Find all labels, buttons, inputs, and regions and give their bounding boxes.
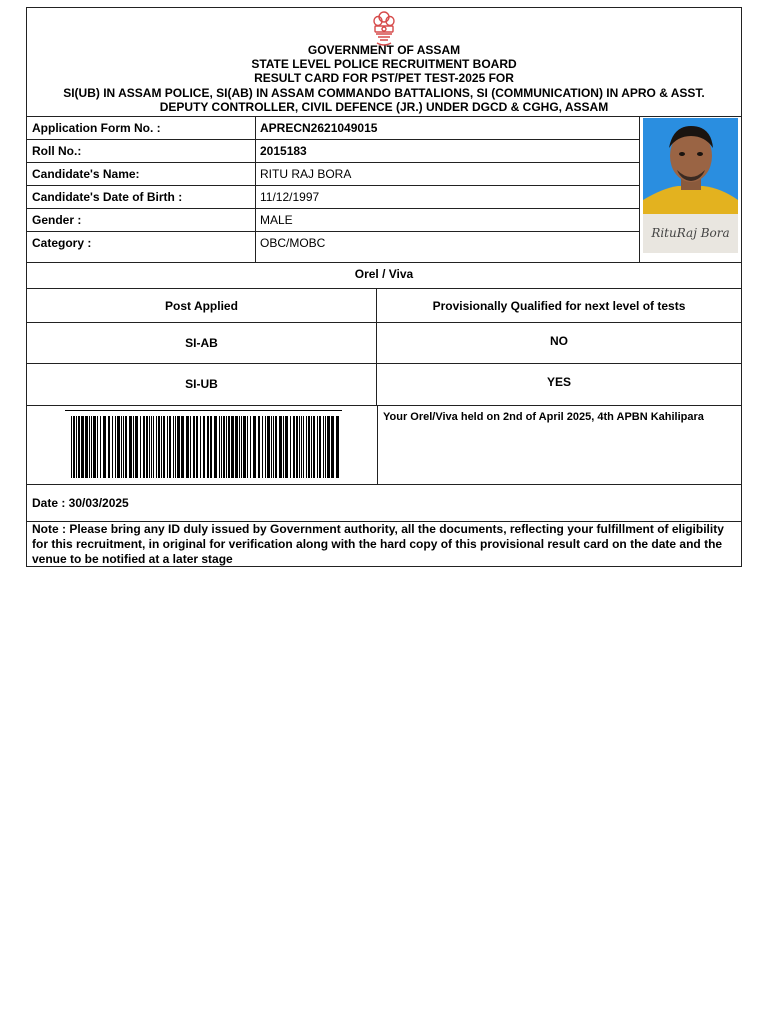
candidate-portrait-icon <box>643 118 738 214</box>
application-form-number: APRECN2621049015 <box>260 121 378 135</box>
candidate-signature: RituRaj Bora <box>643 214 738 253</box>
header-line-posts: SI(UB) IN ASSAM POLICE, SI(AB) IN ASSAM COMMANDO BATTALIONS, SI (COMMUNICATION) IN APRO & ASST. <box>63 86 705 100</box>
header-line-government: GOVERNMENT OF ASSAM <box>307 43 461 57</box>
card-header <box>27 8 741 116</box>
results-row <box>27 323 741 364</box>
candidate-info-table <box>27 116 741 263</box>
post-applied: SI-UB <box>27 364 377 405</box>
barcode <box>65 410 342 480</box>
photo-cell <box>639 117 741 262</box>
header-line-board: STATE LEVEL POLICE RECRUITMENT BOARD <box>251 57 517 71</box>
header-line-result-card: RESULT CARD FOR PST/PET TEST-2025 FOR <box>254 71 514 85</box>
note-text: Note : Please bring any ID duly issued by Government authority, all the documents, reflecting your fulfillment of eligibility for this recruitment, in original for verification along with the hard copy of this provisional result card on the date and the venue to be notified at a later stage <box>32 522 724 566</box>
info-label: Candidate's Date of Birth : <box>27 186 256 208</box>
info-label: Roll No.: <box>27 140 256 162</box>
info-row <box>27 117 639 140</box>
qualification-status: NO <box>550 334 568 348</box>
info-label: Gender : <box>27 209 256 231</box>
candidate-name: RITU RAJ BORA <box>260 167 352 181</box>
info-row <box>27 186 639 209</box>
column-header-post: Post Applied <box>27 289 377 322</box>
column-header-status: Provisionally Qualified for next level of tests <box>432 299 686 313</box>
candidate-photo <box>643 118 738 214</box>
info-label: Application Form No. : <box>27 117 256 139</box>
info-label: Candidate's Name: <box>27 163 256 185</box>
roll-number: 2015183 <box>260 144 307 158</box>
results-header-row <box>27 289 741 323</box>
section-title: Orel / Viva <box>27 263 741 289</box>
results-row <box>27 364 741 405</box>
info-row <box>27 232 639 262</box>
gender: MALE <box>260 213 293 227</box>
post-applied: SI-AB <box>27 323 377 363</box>
date-of-birth: 11/12/1997 <box>260 190 320 204</box>
category: OBC/MOBC <box>260 236 326 250</box>
qualification-status: YES <box>546 375 571 389</box>
info-row <box>27 140 639 163</box>
issue-date: Date : 30/03/2025 <box>27 485 741 522</box>
header-line-posts-cont: DEPUTY CONTROLLER, CIVIL DEFENCE (JR.) UNDER DGCD & CGHG, ASSAM <box>159 100 609 114</box>
viva-info: Your Orel/Viva held on 2nd of April 2025, 4th APBN Kahilipara <box>377 406 741 485</box>
info-row <box>27 163 639 186</box>
barcode-row <box>27 405 741 485</box>
result-card <box>26 7 742 567</box>
info-label: Category : <box>27 232 256 262</box>
info-row <box>27 209 639 232</box>
